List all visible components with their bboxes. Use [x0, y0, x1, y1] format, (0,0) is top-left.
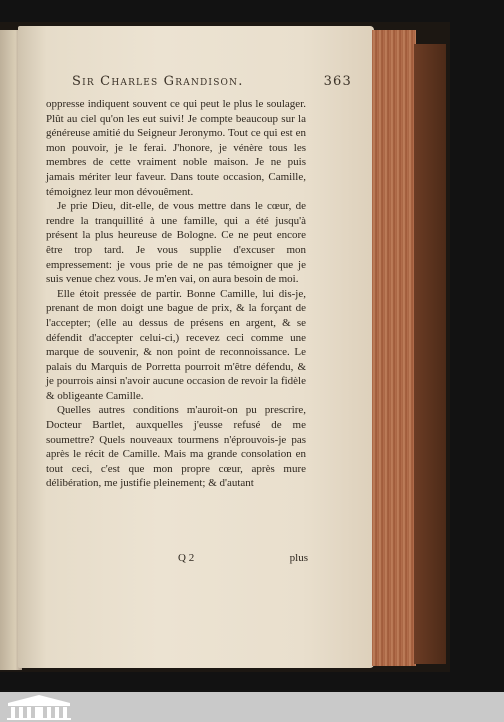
page-footer	[46, 552, 308, 568]
paragraph-4: Quelles autres conditions m'auroit-on pu prescrire, Docteur Bartlet, auxquelles j'eusse refusé de me soumettre? Quels nouveaux tourmens n'éprouvois-je pas après le récit de Camille. Mais ma grande consolation en tout ceci, c'est que mon propre cœur, après mure délibération, me justifie pleinement; & d'autant	[46, 404, 306, 490]
signature-mark: Q 2	[178, 552, 195, 564]
page-block-edge	[372, 30, 416, 666]
paragraph-3: Elle étoit pressée de partir. Bonne Camille, lui dis-je, prenant de mon doigt une bague de prix, & la forçant de l'accepter; (elle au dessus de présens en argent, & se défendit d'accepter celui-ci,) recevez ceci comme une marque de souvenir, & non point de reconnoissance. Le palais du Marquis de Porretta pourroit m'être défendu, & je pourrois ainsi n'avoir aucune occasion de revoir la fidèle & obligeante Camille.	[46, 287, 306, 402]
page-number: 363	[323, 74, 352, 89]
running-title: Sir Charles Grandison.	[72, 74, 244, 89]
library-building-icon	[4, 693, 74, 721]
catchword: plus	[289, 552, 308, 564]
page-header	[72, 74, 352, 94]
book-cover	[414, 44, 446, 664]
paragraph-1: oppresse indiquent souvent ce qui peut le plus le soulager. Plût au ciel qu'on les eut suivi! Je compte beaucoup sur la généreuse amitié du Seigneur Jeronymo. Tout ce qui est en mon pouvoir, je le ferai. J'honore, je vénère tous les membres de cette vraiment noble maison. Je ne puis jamais mériter leur faveur. Dans toute occasion, Camille, témoignez leur mon dévouêment.	[46, 98, 306, 198]
body-text	[46, 97, 306, 491]
paragraph-2: Je prie Dieu, dit-elle, de vous mettre dans le cœur, de rendre la tranquillité à une famille, qui a été jusqu'à présent la plus heureuse de Bologne. Ce ne peut encore être trop tard. Je vous supplie d'excuser mon empressement: je vous prie de ne pas témoigner que je suis venue chez vous. Je m'en vai, on aura besoin de moi.	[46, 200, 306, 286]
viewer-bottom-bar	[0, 692, 504, 722]
